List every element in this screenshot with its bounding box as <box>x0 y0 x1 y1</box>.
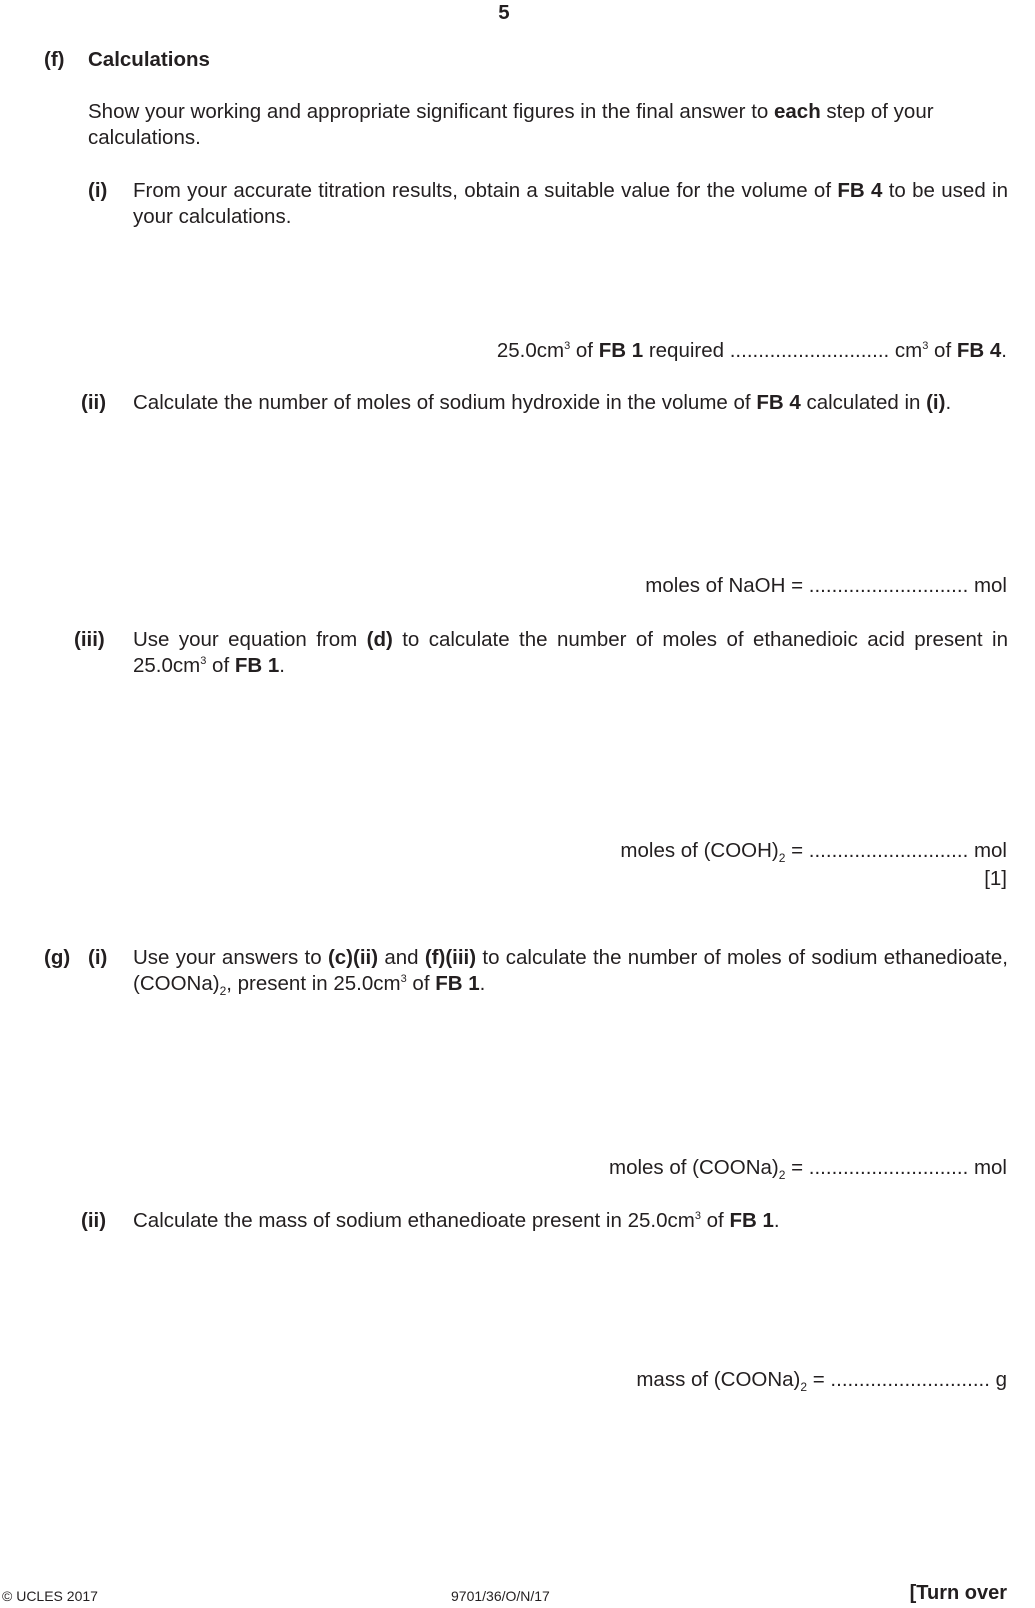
section-f-intro: Show your working and appropriate significant figures in the final answer to each step of your calculations. <box>88 100 934 149</box>
section-f-title: Calculations <box>88 48 210 71</box>
part-f-iii-marks: [1] <box>984 867 1007 890</box>
footer-paper-code: 9701/36/O/N/17 <box>451 1588 550 1604</box>
part-f-i-question: From your accurate titration results, obtain a suitable value for the volume of FB 4 to be used in your calculations. <box>133 179 1008 228</box>
section-g-label: (g) <box>44 946 71 969</box>
part-g-ii-answer-line: mass of $(COONa)_2$ = ............................ g <box>636 1368 1007 1394</box>
part-f-i-label: (i) <box>88 179 108 202</box>
part-f-ii-label: (ii) <box>81 391 107 414</box>
part-f-iii-label: (iii) <box>74 628 105 651</box>
footer-turn-over: [Turn over <box>909 1582 1007 1604</box>
section-f-label: (f) <box>44 48 65 71</box>
part-g-ii-question: Calculate the mass of sodium ethanedioate present in $25.0cm^3$ of FB 1. <box>133 1209 780 1232</box>
part-f-iii-answer-line: moles of $(COOH)_2$ = ............................ mol <box>620 839 1007 865</box>
part-f-ii-answer-line: moles of NaOH = ............................ mol <box>645 574 1007 597</box>
part-f-i-answer-line: $25.0cm^3$ of FB 1 required ............................ $cm^3$ of FB 4. <box>496 339 1007 362</box>
part-f-iii-question: Use your equation from (d) to calculate the number of moles of ethanedioic acid present in $25.0cm^3$ of FB 1. <box>133 628 1008 677</box>
part-g-ii-label: (ii) <box>81 1209 107 1232</box>
part-f-ii-question: Calculate the number of moles of sodium hydroxide in the volume of FB 4 calculated in (i). <box>133 391 952 414</box>
part-g-i-label: (i) <box>88 946 108 969</box>
footer-copyright: © UCLES 2017 <box>2 1588 98 1604</box>
page-number: 5 <box>498 1 510 24</box>
part-g-i-answer-line: moles of $(COONa)_2$ = ............................ mol <box>609 1156 1007 1182</box>
part-g-i-question: Use your answers to (c)(ii) and (f)(iii) to calculate the number of moles of sodium ethanedioate, $(COONa)_2$, present in $25.0cm^3$ of FB 1. <box>133 946 1008 998</box>
